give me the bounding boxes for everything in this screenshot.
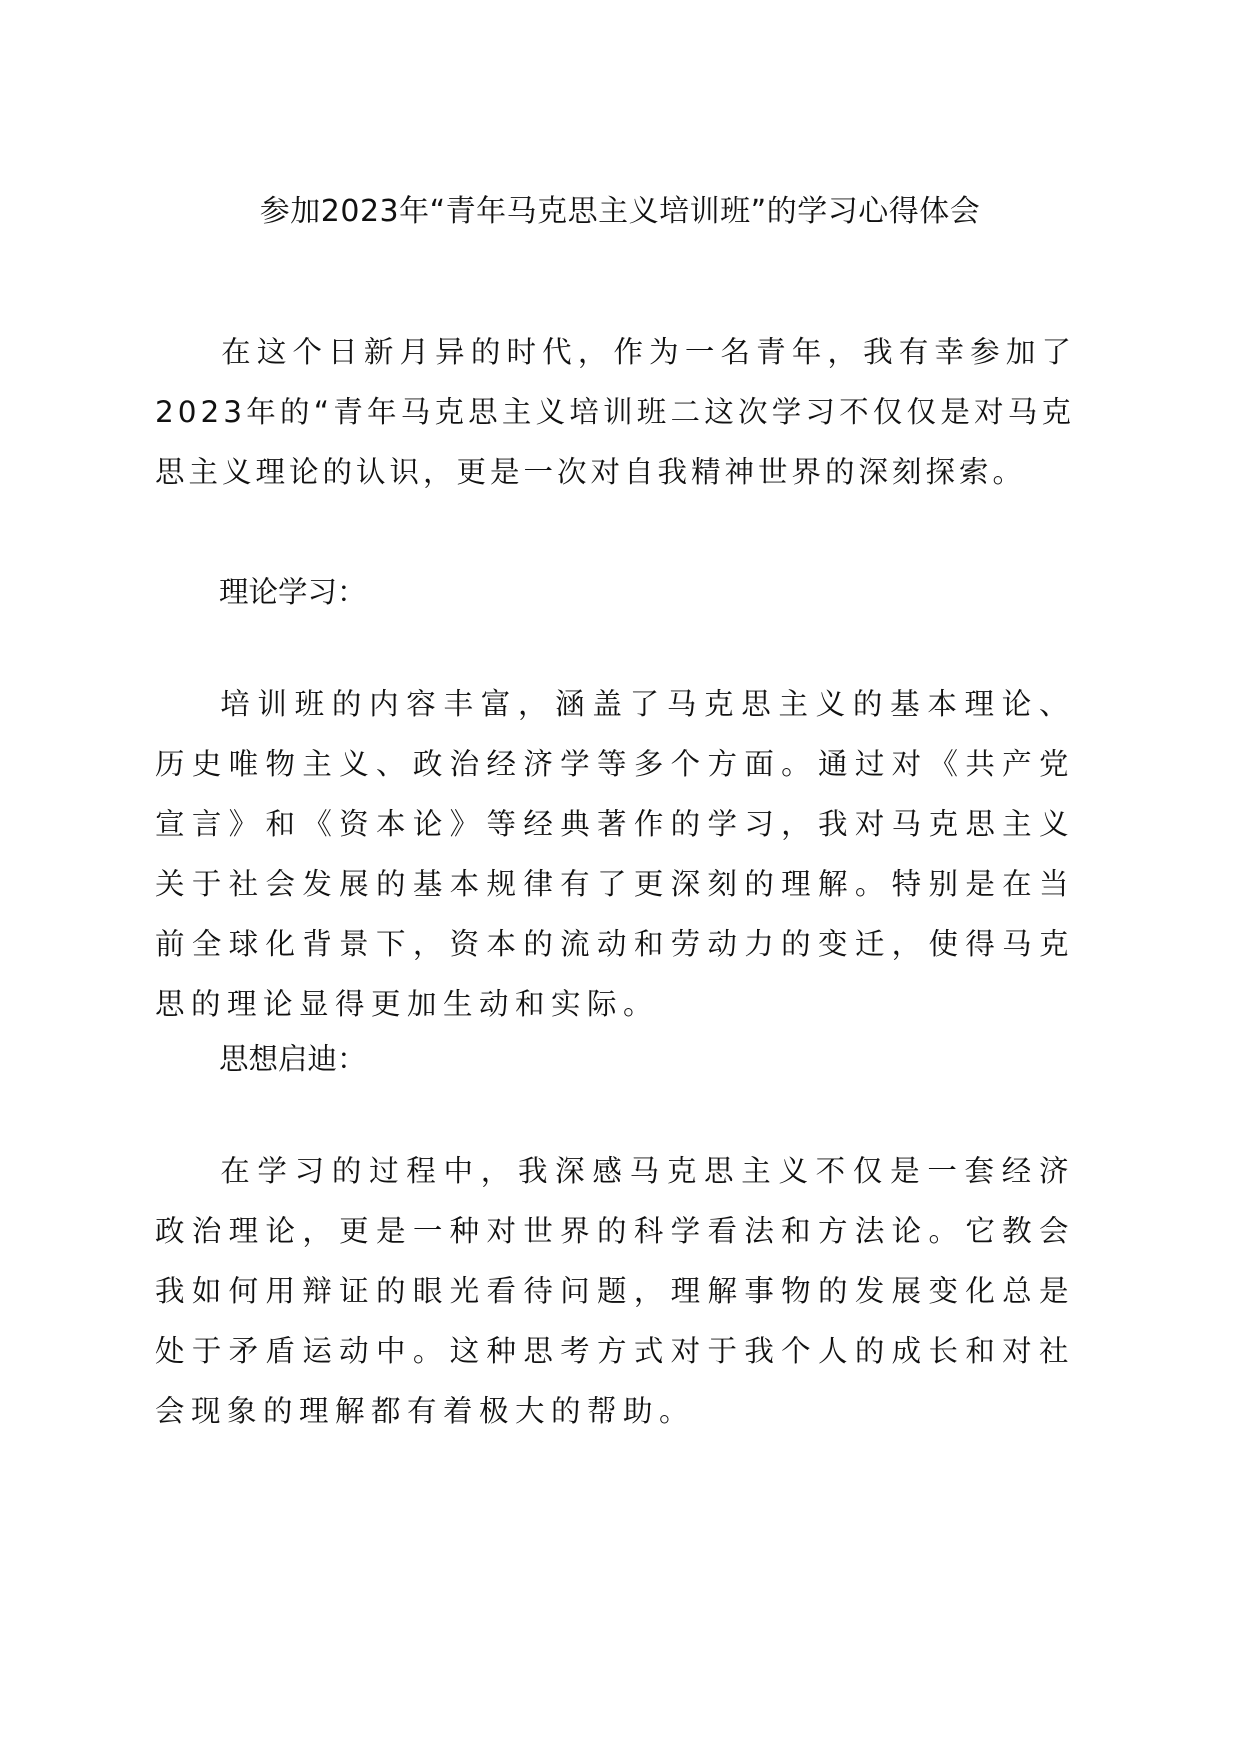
intro-text: 在这个日新月异的时代，作为一名青年，我有幸参加了 2023年的“青年马克思主义培训班二这次学习不仅仅是对马克思主义理论的认识，更是一次对自我精神世界的深刻探索。: [155, 335, 1075, 489]
section-heading-theory: 理论学习：: [219, 575, 367, 609]
section-heading-inspiration: 思想启迪：: [219, 1042, 367, 1076]
section-text-inspiration: 在学习的过程中，我深感马克思主义不仅是一套经济政治理论，更是一种对世界的科学看法和方法论。它教会我如何用辩证的眼光看待问题，理解事物的发展变化总是处于矛盾运动中。这种思考方式对于我个人的成长和对社会现象的理解都有着极大的帮助。: [155, 1154, 1075, 1428]
intro-paragraph: [155, 322, 1075, 502]
section-paragraph-theory: [155, 674, 1075, 1034]
document-title: 参加2023年“青年马克思主义培训班”的学习心得体会: [259, 194, 981, 229]
section-text-theory: 培训班的内容丰富，涵盖了马克思主义的基本理论、历史唯物主义、政治经济学等多个方面。通过对《共产党宣言》和《资本论》等经典著作的学习，我对马克思主义关于社会发展的基本规律有了更深刻的理解。特别是在当前全球化背景下，资本的流动和劳动力的变迁，使得马克思的理论显得更加生动和实际。: [155, 687, 1075, 1021]
section-paragraph-inspiration: [155, 1141, 1075, 1441]
